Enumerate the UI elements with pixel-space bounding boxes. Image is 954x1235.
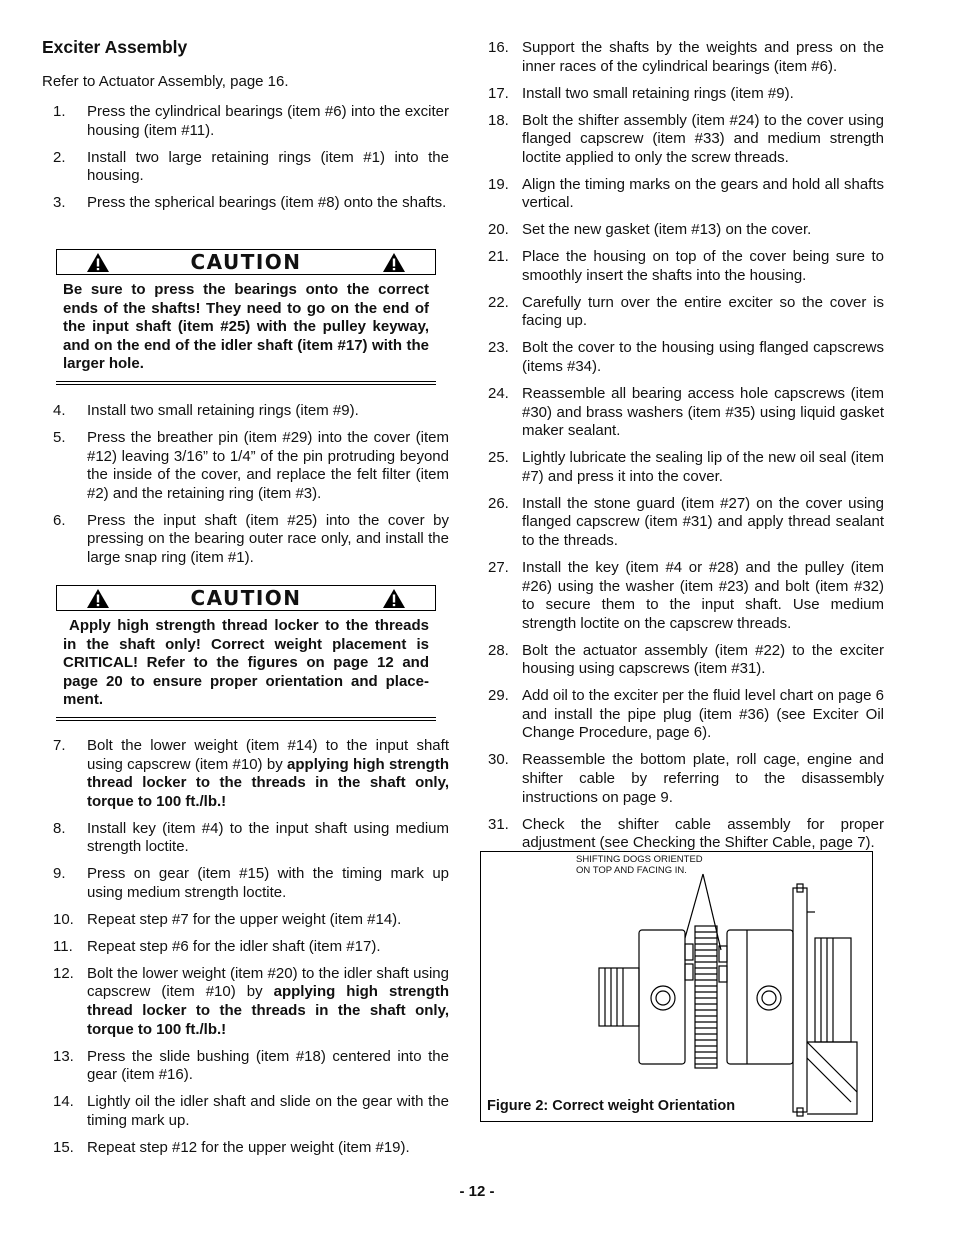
step-13: 13. Press the slide bushing (item #18) centered into the gear (item #16).: [53, 1047, 449, 1084]
step-27: 27. Install the key (item #4 or #28) and the pulley (item #26) using the washer (item #23) and bolt (item #32) to secure them to the input shaft. Use medium strength loctite on the capscrew threads.: [488, 558, 884, 632]
step-3: 3. Press the spherical bearings (item #8) onto the shafts.: [53, 194, 447, 212]
caution-header: [56, 249, 436, 275]
steps-list-right: [487, 39, 884, 861]
section-heading: Exciter Assembly: [42, 37, 188, 57]
step-14: 14. Lightly oil the idler shaft and slide on the gear with the timing mark up.: [53, 1093, 449, 1129]
step-1: 1. Press the cylindrical bearings (item #6) into the exciter housing (item #11).: [53, 103, 449, 139]
caution-label: CAUTION: [190, 250, 302, 274]
step-6: 6. Press the input shaft (item #25) into the cover by pressing on the bearing outer race only, and install the large snap ring (item #1).: [53, 511, 449, 566]
step-22: 22. Carefully turn over the entire exciter so the cover is facing up.: [488, 293, 884, 330]
caution-box-2: [56, 585, 436, 721]
steps-list-a: [42, 103, 449, 221]
caution-label: CAUTION: [190, 586, 302, 610]
exciter-weight-drawing: [481, 852, 871, 1120]
step-9: 9. Press on gear (item #15) with the timing mark up using medium strength loctite.: [53, 865, 449, 901]
step-23: 23. Bolt the cover to the housing using flanged capscrews (items #34).: [488, 339, 884, 376]
step-24: 24. Reassemble all bearing access hole capscrews (item #30) and brass washers (item #35) using liquid gasket maker sealant.: [488, 385, 884, 440]
figure-caption: Figure 2: Correct weight Orientation: [487, 1098, 736, 1115]
caution-header: [56, 585, 436, 611]
caution-text: Be sure to press the bearings onto the correct ends of the shafts! They need to go on the end of the input shaft (item #25) with the pulley keyway, and on the end of the idler shaft (item #17) with the larger hole.: [63, 281, 429, 373]
page-number: - 12 -: [459, 1183, 495, 1200]
step-30: 30. Reassemble the bottom plate, roll cage, engine and shifter cable by referring to the disassembly instructions on page 9.: [488, 751, 884, 806]
step-26: 26. Install the stone guard (item #27) on the cover using flanged capscrew (item #31) and apply thread sealant to the threads.: [488, 494, 884, 549]
step-7: 7. Bolt the lower weight (item #14) to the input shaft using capscrew (item #10) by applying high strength thread locker to the threads in the shaft only, torque to 100 ft./lb.!: [53, 737, 449, 810]
step-20: 20. Set the new gasket (item #13) on the cover.: [488, 221, 812, 239]
step-29: 29. Add oil to the exciter per the fluid level chart on page 6 and install the pipe plug (item #36) (see Exciter Oil Change Procedure, page 6).: [488, 687, 884, 742]
step-10: 10. Repeat step #7 for the upper weight (item #14).: [53, 910, 402, 928]
step-8: 8. Install key (item #4) to the input shaft using medium strength loctite.: [53, 819, 449, 856]
step-5: 5. Press the breather pin (item #29) into the cover (item #12) leaving 3/16” to 1/4” of the pin protruding beyond the inside of the cover, and replace the felt filter (item #2) and the retaining ring (item #3).: [53, 428, 449, 502]
step-12: 12. Bolt the lower weight (item #20) to the idler shaft using capscrew (item #10) by applying high strength thread locker to the threads in the shaft only, torque to 100 ft./lb.!: [53, 964, 449, 1038]
caution-box-1: [56, 249, 436, 385]
step-31: 31. Check the shifter cable assembly for proper adjustment (see Checking the Shifter Cable, page 7).: [488, 815, 884, 852]
intro-text: Refer to Actuator Assembly, page 16.: [42, 73, 289, 90]
caution-rule: [56, 717, 436, 721]
warning-triangle-icon: [383, 589, 405, 608]
steps-list-b: [42, 402, 449, 576]
figure-2: [480, 851, 873, 1122]
step-17: 17. Install two small retaining rings (item #9).: [488, 84, 794, 102]
caution-rule: [56, 381, 436, 385]
step-2: 2. Install two large retaining rings (item #1) into the housing.: [53, 148, 449, 185]
steps-list-c: [42, 737, 449, 1166]
caution-text: Apply high strength thread locker to the threads in the shaft only! Correct weight placement is CRITICAL! Refer to the figures on page 12 and page 20 to ensure proper orientation and place-ment.: [63, 617, 429, 709]
step-19: 19. Align the timing marks on the gears and hold all shafts vertical.: [488, 175, 884, 212]
step-16: 16. Support the shafts by the weights and press on the inner races of the cylindrical bearings (item #6).: [488, 39, 884, 75]
step-28: 28. Bolt the actuator assembly (item #22) to the exciter housing using capscrews (item #31).: [488, 641, 884, 678]
figure-note: SHIFTING DOGS ORIENTED ON TOP AND FACING IN.: [576, 854, 703, 876]
step-11: 11. Repeat step #6 for the idler shaft (item #17).: [53, 937, 381, 955]
step-4: 4. Install two small retaining rings (item #9).: [53, 402, 359, 419]
warning-triangle-icon: [383, 253, 405, 272]
step-18: 18. Bolt the shifter assembly (item #24) to the cover using flanged capscrew (item #33) and medium strength loctite applied to only the screw threads.: [488, 111, 884, 166]
step-25: 25. Lightly lubricate the sealing lip of the new oil seal (item #7) and press it into the cover.: [488, 449, 884, 485]
step-15: 15. Repeat step #12 for the upper weight (item #19).: [53, 1138, 410, 1156]
step-21: 21. Place the housing on top of the cover being sure to smoothly insert the shafts into the housing.: [488, 248, 884, 284]
